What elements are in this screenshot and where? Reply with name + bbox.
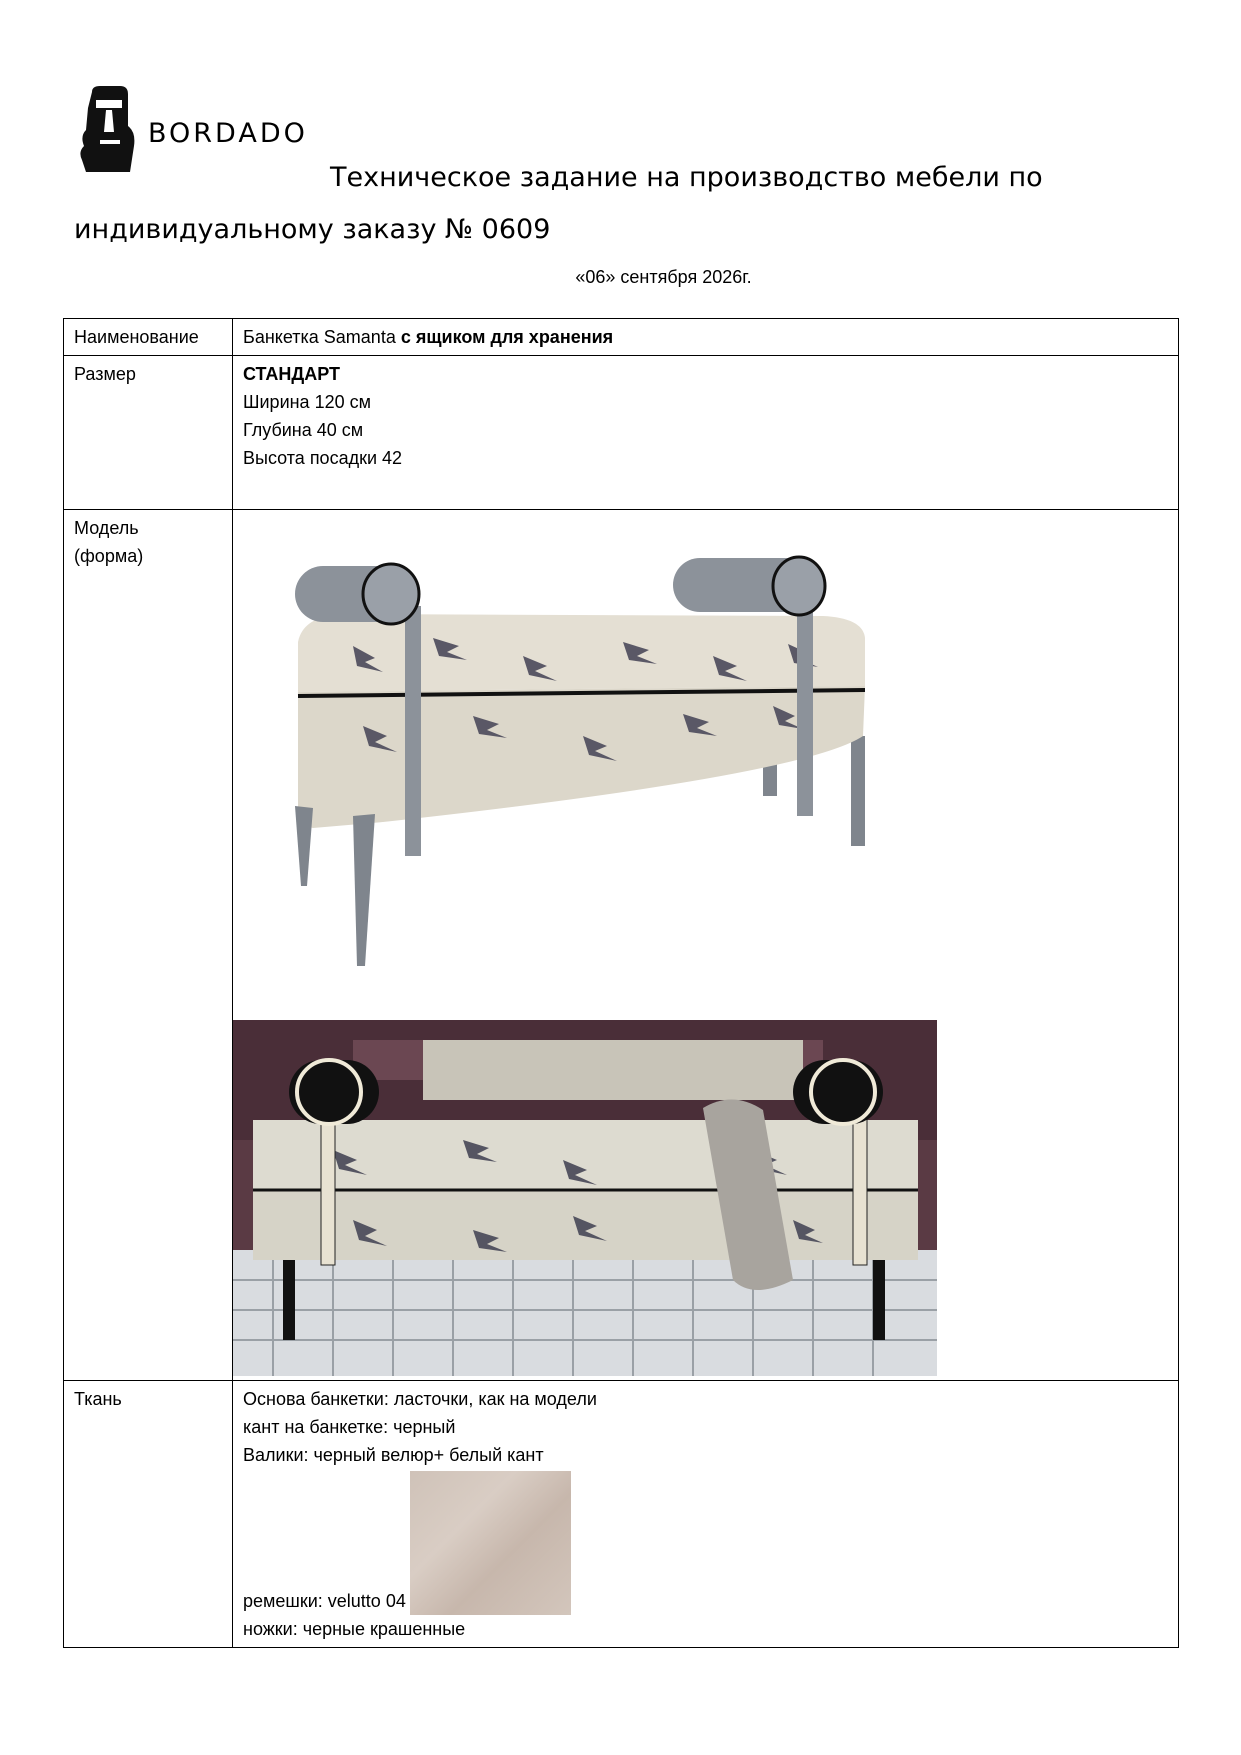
- document-date: [0, 267, 1241, 288]
- label-model: [64, 510, 233, 1381]
- size-width: Ширина 120 см: [243, 392, 371, 412]
- fabric-base: Основа банкетки: ласточки, как на модели: [243, 1389, 597, 1409]
- brand-name: BORDADO: [148, 117, 308, 149]
- document-title: [74, 152, 1174, 256]
- value-fabric: [233, 1381, 1179, 1648]
- value-model: [233, 510, 1179, 1381]
- bench-interior-photo: [233, 1020, 937, 1376]
- date-text: «06» сентября 2026г.: [575, 267, 752, 287]
- value-name: [233, 319, 1179, 356]
- fabric-legs: ножки: черные крашенные: [243, 1619, 466, 1639]
- label-model-line2: (форма): [74, 546, 144, 566]
- size-standard: СТАНДАРТ: [243, 364, 340, 384]
- velutto-swatch: [410, 1471, 571, 1615]
- row-fabric: [64, 1381, 1179, 1648]
- row-name: [64, 319, 1179, 356]
- value-name-plain: Банкетка Samanta: [243, 327, 401, 347]
- label-name: Наименование: [64, 319, 233, 356]
- title-line-2: индивидуальному заказу № 0609: [74, 214, 551, 245]
- row-size: [64, 356, 1179, 510]
- straps-row: [243, 1471, 1168, 1615]
- label-fabric: Ткань: [64, 1381, 233, 1648]
- fabric-piping: кант на банкетке: черный: [243, 1417, 456, 1437]
- title-line-1: Техническое задание на производство мебели по: [330, 162, 1043, 193]
- label-size: Размер: [64, 356, 233, 510]
- row-model: [64, 510, 1179, 1381]
- label-model-line1: Модель: [74, 518, 139, 538]
- size-depth: Глубина 40 см: [243, 420, 364, 440]
- size-seat-height: Высота посадки 42: [243, 448, 403, 468]
- spec-table: [63, 318, 1179, 1648]
- fabric-straps: ремешки: velutto 04: [243, 1591, 406, 1611]
- value-name-bold: с ящиком для хранения: [400, 327, 614, 347]
- fabric-bolsters: Валики: черный велюр+ белый кант: [243, 1445, 544, 1465]
- value-size: [233, 356, 1179, 510]
- bench-product-photo: [243, 546, 943, 1006]
